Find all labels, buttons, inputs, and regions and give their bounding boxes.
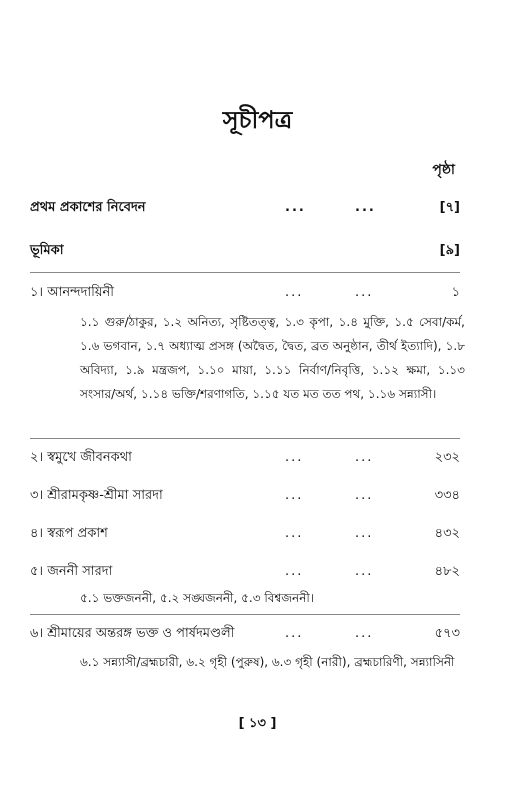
toc-entry[interactable]: [30, 522, 460, 546]
page-number-footer: [ ১৩ ]: [238, 716, 277, 731]
toc-entry-page: ৪৩২: [434, 526, 460, 541]
toc-entry-page: [৯]: [439, 243, 460, 258]
toc-entry-subtopics: ৫.১ ভক্তজননী, ৫.২ সঙ্ঘজননী, ৫.৩ বিশ্বজননী।: [80, 591, 315, 605]
toc-entry[interactable]: [30, 484, 460, 508]
leader-dots: ...: [285, 200, 306, 215]
divider: [30, 438, 460, 439]
toc-entry-title: ৩। শ্রীরামকৃষ্ণ-শ্রীমা সারদা: [30, 488, 163, 503]
toc-entry-page: ৫৭৩: [434, 626, 460, 641]
leader-dots: ...: [285, 564, 304, 579]
toc-entry-subtopics: ৬.১ সন্ন্যাসী/ব্রহ্মচারী, ৬.২ গৃহী (পুরুষ), ৬.৩ গৃহী (নারী), ব্রহ্মচারিণী, সন্ন্যাসিনী: [80, 655, 455, 669]
toc-entry-page: ২৩২: [434, 450, 460, 465]
toc-entry-title: ৪। স্বরূপ প্রকাশ: [30, 526, 108, 541]
page-column-heading: পৃষ্ঠা: [432, 162, 455, 178]
leader-dots: ...: [355, 285, 374, 300]
leader-dots: ...: [355, 200, 376, 215]
leader-dots: ...: [285, 488, 304, 503]
toc-entry[interactable]: [30, 281, 460, 305]
toc-entry-title: ৬। শ্রীমায়ের অন্তরঙ্গ ভক্ত ও পার্ষদমণ্ডলী: [30, 626, 235, 641]
toc-entry-page: ১: [451, 285, 460, 300]
toc-entry-title: প্রথম প্রকাশের নিবেদন: [30, 200, 146, 215]
divider: [30, 272, 460, 273]
leader-dots: ...: [285, 450, 304, 465]
toc-entry-page: [৭]: [439, 200, 460, 215]
leader-dots: ...: [285, 526, 304, 541]
leader-dots: ...: [285, 626, 304, 641]
toc-entry-title: ২। স্বমুখে জীবনকথা: [30, 450, 132, 465]
leader-dots: ...: [355, 488, 374, 503]
toc-entry[interactable]: [30, 196, 460, 220]
toc-entry[interactable]: [30, 446, 460, 470]
toc-entry-title: ৫। জননী সারদা: [30, 564, 113, 579]
toc-entry[interactable]: [30, 560, 460, 584]
toc-entry-page: ৪৮২: [434, 564, 460, 579]
leader-dots: ...: [355, 564, 374, 579]
page-title: সূচীপত্র: [222, 106, 293, 134]
leader-dots: ...: [355, 450, 374, 465]
toc-entry-subtopics: ১.১ গুরু/ঠাকুর, ১.২ অনিত্য, সৃষ্টিতত্ত্ব, ১.৩ কৃপা, ১.৪ মুক্তি, ১.৫ সেবা/কর্ম, ১.৬ ভগবান, ১.৭ অধ্যাত্ম প্রসঙ্গ (অদ্বৈত, দ্বৈত, ব্রত অনুষ্ঠান, তীর্থ ইত্যাদি), ১.৮ অবিদ্যা, ১.৯ মন্ত্রজপ, ১.১০ মায়া, ১.১১ নির্বাণ/নিবৃত্তি, ১.১২ ক্ষমা, ১.১৩ সংসার/অর্থ, ১.১৪ ভক্তি/শরণাগতি, ১.১৫ যত মত তত পথ, ১.১৬ সন্ন্যাসী।: [80, 315, 465, 401]
toc-entry[interactable]: [30, 239, 460, 263]
toc-entry-page: ৩৩৪: [434, 488, 460, 503]
leader-dots: ...: [355, 626, 374, 641]
divider: [30, 614, 460, 615]
toc-entry[interactable]: [30, 622, 460, 646]
toc-entry-title: ভূমিকা: [30, 243, 64, 258]
toc-entry-title: ১। আনন্দদায়িনী: [30, 285, 115, 300]
leader-dots: ...: [285, 285, 304, 300]
leader-dots: ...: [355, 526, 374, 541]
